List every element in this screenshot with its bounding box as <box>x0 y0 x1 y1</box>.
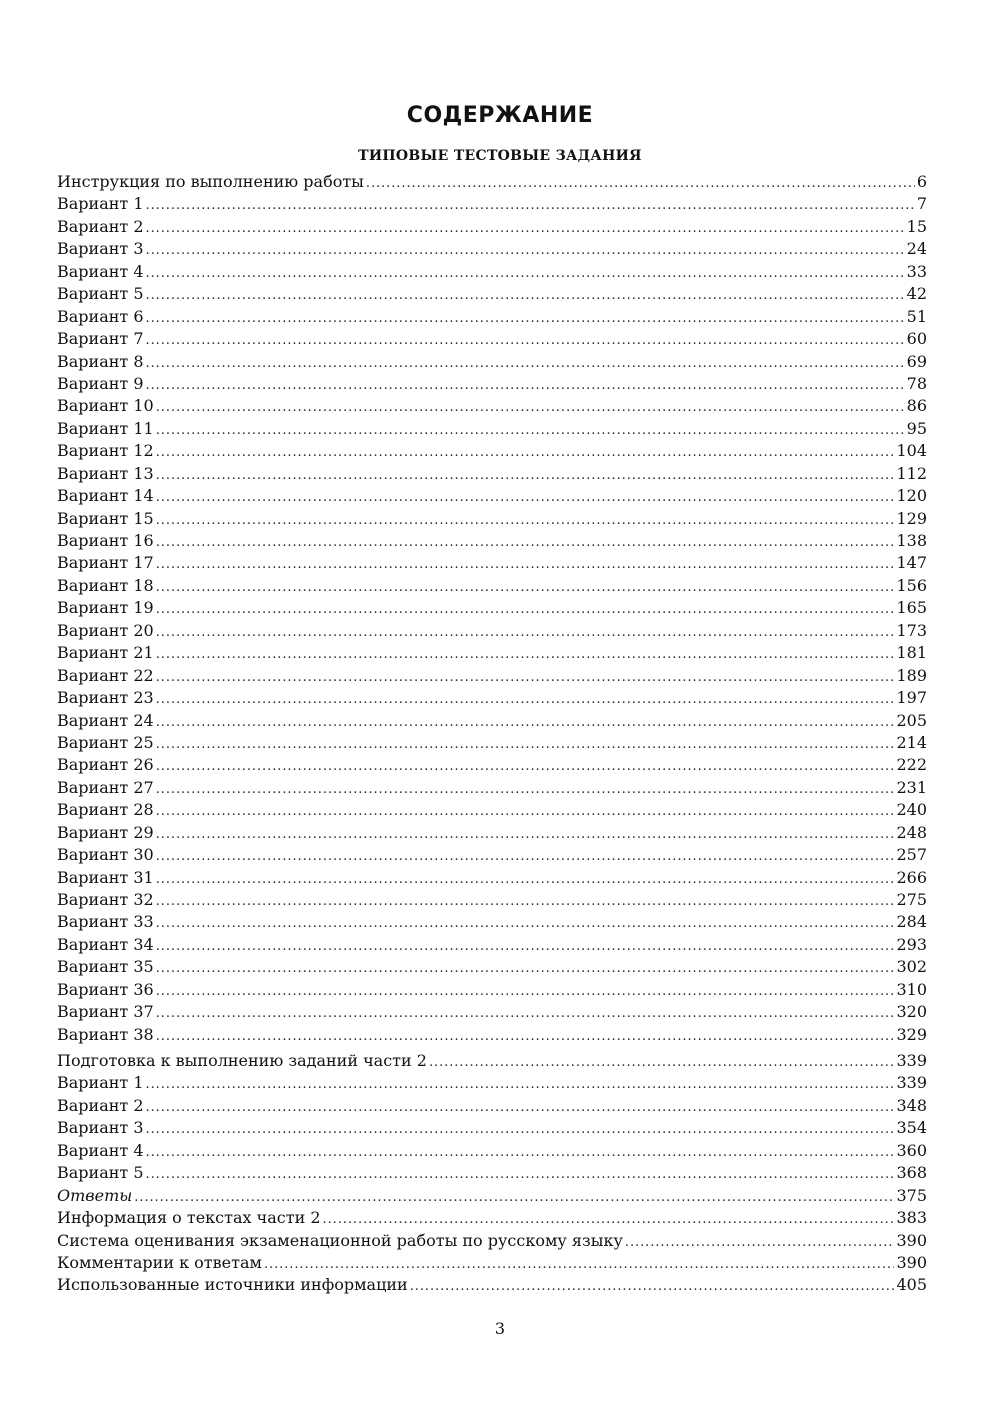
toc-leader-dots <box>156 442 895 464</box>
toc-entry-label: Вариант 12 <box>57 441 154 461</box>
toc-entry-page: 390 <box>896 1252 927 1272</box>
toc-leader-dots <box>146 218 905 240</box>
toc-entry-label: Инструкция по выполнению работы <box>57 172 364 191</box>
section-subtitle: ТИПОВЫЕ ТЕСТОВЫЕ ЗАДАНИЯ <box>358 148 642 164</box>
toc-leader-dots <box>146 1142 895 1164</box>
toc-entry-page: 339 <box>896 1051 927 1070</box>
toc-entry-page: 231 <box>896 777 927 797</box>
toc-entry <box>57 687 927 709</box>
toc-entry <box>57 1162 927 1184</box>
toc-entry-label: Вариант 28 <box>57 800 154 820</box>
toc-entry-page: 7 <box>916 194 927 214</box>
toc-entry-page: 138 <box>896 531 927 550</box>
toc-entry-label: Вариант 4 <box>57 261 144 281</box>
toc-entry <box>57 597 927 619</box>
toc-entry-label: Ответы <box>57 1185 133 1205</box>
toc-leader-dots <box>156 801 895 823</box>
toc-entry-page: 348 <box>896 1095 927 1115</box>
toc-entry-page: 368 <box>896 1163 927 1183</box>
toc-leader-dots <box>156 667 895 689</box>
toc-entry-label: Вариант 1 <box>57 1073 144 1093</box>
table-of-contents-part-two <box>57 1050 927 1297</box>
toc-entry <box>57 710 927 732</box>
toc-entry-label: Вариант 26 <box>57 755 154 775</box>
toc-entry <box>57 373 927 395</box>
toc-entry-label: Вариант 36 <box>57 979 154 999</box>
toc-entry-page: 181 <box>896 643 927 663</box>
toc-entry <box>57 1072 927 1094</box>
toc-entry <box>57 979 927 1001</box>
toc-leader-dots <box>156 756 895 778</box>
toc-leader-dots <box>146 1074 895 1096</box>
toc-entry-page: 86 <box>906 396 927 416</box>
toc-entry <box>57 1274 927 1296</box>
toc-entry <box>57 642 927 664</box>
toc-leader-dots <box>146 195 915 217</box>
toc-entry <box>57 395 927 417</box>
toc-entry <box>57 1050 927 1072</box>
toc-leader-dots <box>146 1119 895 1141</box>
toc-leader-dots <box>156 981 895 1003</box>
toc-entry <box>57 732 927 754</box>
toc-entry-label: Вариант 4 <box>57 1140 144 1160</box>
toc-entry-label: Вариант 1 <box>57 194 144 214</box>
toc-entry-label: Вариант 23 <box>57 688 154 708</box>
toc-entry-page: 147 <box>896 553 927 573</box>
toc-entry-page: 69 <box>906 351 927 371</box>
toc-leader-dots <box>156 510 895 532</box>
toc-entry <box>57 418 927 440</box>
toc-entry <box>57 1185 927 1207</box>
toc-entry-page: 51 <box>906 306 927 326</box>
toc-entry-page: 383 <box>896 1208 927 1228</box>
toc-entry-label: Вариант 5 <box>57 284 144 304</box>
toc-entry-label: Вариант 32 <box>57 890 154 909</box>
toc-entry <box>57 552 927 574</box>
toc-entry <box>57 1230 927 1252</box>
toc-entry-page: 112 <box>896 463 927 483</box>
toc-leader-dots <box>146 353 905 375</box>
toc-leader-dots <box>156 824 895 846</box>
toc-leader-dots <box>146 330 905 352</box>
toc-entry <box>57 665 927 687</box>
toc-entry-page: 156 <box>896 575 927 595</box>
toc-entry <box>57 261 927 283</box>
toc-entry-page: 129 <box>896 508 927 528</box>
toc-entry-label: Вариант 33 <box>57 912 154 932</box>
toc-leader-dots <box>146 375 905 397</box>
toc-leader-dots <box>156 644 895 666</box>
toc-leader-dots <box>156 577 895 599</box>
toc-leader-dots <box>264 1254 894 1276</box>
toc-leader-dots <box>156 599 895 621</box>
toc-leader-dots <box>156 487 895 509</box>
toc-entry-label: Вариант 13 <box>57 463 154 483</box>
toc-leader-dots <box>146 308 905 330</box>
toc-entry <box>57 1140 927 1162</box>
toc-entry-page: 354 <box>896 1118 927 1138</box>
toc-entry-label: Вариант 14 <box>57 486 154 506</box>
toc-entry <box>57 844 927 866</box>
toc-entry-page: 284 <box>896 912 927 932</box>
toc-leader-dots <box>156 689 895 711</box>
toc-entry <box>57 1252 927 1274</box>
toc-entry-label: Вариант 35 <box>57 957 154 977</box>
toc-entry-page: 390 <box>896 1230 927 1250</box>
toc-entry-page: 104 <box>896 441 927 461</box>
toc-leader-dots <box>156 397 905 419</box>
toc-entry-label: Система оценивания экзаменационной работы по русскому языку <box>57 1230 623 1250</box>
toc-entry <box>57 777 927 799</box>
toc-entry-page: 33 <box>906 261 927 281</box>
toc-entry-page: 405 <box>896 1275 927 1295</box>
toc-entry <box>57 440 927 462</box>
toc-entry-label: Вариант 11 <box>57 418 154 438</box>
toc-leader-dots <box>156 869 895 891</box>
toc-leader-dots <box>429 1052 895 1074</box>
toc-entry <box>57 283 927 305</box>
toc-entry-label: Вариант 31 <box>57 867 154 887</box>
toc-leader-dots <box>156 779 895 801</box>
toc-entry-page: 173 <box>896 620 927 640</box>
toc-entry <box>57 216 927 238</box>
toc-entry <box>57 463 927 485</box>
toc-entry <box>57 620 927 642</box>
toc-entry-label: Вариант 9 <box>57 373 144 393</box>
toc-entry <box>57 328 927 350</box>
toc-leader-dots <box>156 622 895 644</box>
toc-entry-label: Информация о текстах части 2 <box>57 1208 321 1228</box>
toc-entry-label: Вариант 20 <box>57 620 154 640</box>
toc-entry-label: Вариант 30 <box>57 845 154 865</box>
toc-leader-dots <box>146 263 905 285</box>
toc-entry-label: Использованные источники информации <box>57 1275 408 1295</box>
toc-entry-page: 120 <box>896 486 927 506</box>
toc-entry-label: Вариант 5 <box>57 1163 144 1183</box>
toc-entry-label: Вариант 2 <box>57 216 144 236</box>
toc-entry <box>57 306 927 328</box>
toc-leader-dots <box>156 532 895 554</box>
toc-entry-label: Вариант 19 <box>57 598 154 618</box>
toc-entry-label: Вариант 37 <box>57 1002 154 1022</box>
toc-entry <box>57 822 927 844</box>
toc-leader-dots <box>146 240 905 262</box>
toc-entry <box>57 193 927 215</box>
toc-entry-page: 165 <box>896 598 927 618</box>
toc-entry <box>57 754 927 776</box>
toc-leader-dots <box>156 712 895 734</box>
toc-entry-page: 329 <box>896 1024 927 1044</box>
toc-leader-dots <box>146 1097 895 1119</box>
toc-entry-label: Вариант 17 <box>57 553 154 573</box>
toc-entry-label: Вариант 34 <box>57 934 154 954</box>
toc-entry-label: Вариант 27 <box>57 777 154 797</box>
toc-leader-dots <box>410 1276 895 1298</box>
toc-leader-dots <box>323 1209 895 1231</box>
toc-entry-page: 197 <box>896 688 927 708</box>
toc-entry-label: Вариант 22 <box>57 665 154 685</box>
toc-entry-page: 257 <box>896 845 927 865</box>
toc-entry <box>57 867 927 889</box>
toc-entry-label: Вариант 24 <box>57 710 154 730</box>
toc-entry <box>57 956 927 978</box>
toc-entry <box>57 1024 927 1046</box>
toc-entry-page: 222 <box>896 755 927 775</box>
toc-entry-page: 95 <box>906 418 927 438</box>
toc-entry-page: 15 <box>906 216 927 236</box>
toc-leader-dots <box>156 891 895 913</box>
toc-entry-page: 310 <box>896 979 927 999</box>
toc-entry <box>57 1117 927 1139</box>
toc-leader-dots <box>625 1232 895 1254</box>
toc-entry <box>57 575 927 597</box>
toc-entry <box>57 799 927 821</box>
toc-leader-dots <box>156 465 895 487</box>
toc-entry <box>57 238 927 260</box>
toc-entry <box>57 171 927 193</box>
toc-entry <box>57 934 927 956</box>
toc-entry <box>57 351 927 373</box>
toc-entry-label: Вариант 16 <box>57 531 154 550</box>
toc-entry-label: Подготовка к выполнению заданий части 2 <box>57 1051 427 1070</box>
toc-leader-dots <box>134 1187 894 1209</box>
toc-leader-dots <box>156 554 895 576</box>
toc-entry-page: 375 <box>896 1185 927 1205</box>
toc-entry-label: Вариант 25 <box>57 732 154 752</box>
toc-entry-label: Вариант 10 <box>57 396 154 416</box>
toc-leader-dots <box>156 1026 895 1048</box>
page-number: 3 <box>494 1319 506 1338</box>
toc-entry <box>57 1095 927 1117</box>
toc-entry <box>57 1207 927 1229</box>
toc-entry-page: 78 <box>906 373 927 393</box>
toc-entry-label: Вариант 18 <box>57 575 154 595</box>
toc-entry-page: 320 <box>896 1002 927 1022</box>
toc-entry-page: 205 <box>896 710 927 730</box>
toc-leader-dots <box>146 1164 895 1186</box>
toc-entry-page: 60 <box>906 329 927 349</box>
page-title: СОДЕРЖАНИЕ <box>406 103 594 128</box>
toc-entry-page: 189 <box>896 665 927 685</box>
toc-entry-page: 248 <box>896 822 927 842</box>
toc-entry-page: 240 <box>896 800 927 820</box>
toc-entry-label: Вариант 15 <box>57 508 154 528</box>
toc-entry-page: 42 <box>906 284 927 304</box>
toc-entry-label: Вариант 6 <box>57 306 144 326</box>
toc-leader-dots <box>156 846 895 868</box>
toc-entry-label: Вариант 3 <box>57 1118 144 1138</box>
table-of-contents-main <box>57 171 927 1046</box>
toc-entry-page: 214 <box>896 732 927 752</box>
toc-entry-label: Комментарии к ответам <box>57 1252 262 1272</box>
toc-entry-page: 339 <box>896 1073 927 1093</box>
toc-entry <box>57 911 927 933</box>
toc-entry-page: 360 <box>896 1140 927 1160</box>
toc-leader-dots <box>156 420 905 442</box>
toc-entry-page: 293 <box>896 934 927 954</box>
toc-entry-page: 266 <box>896 867 927 887</box>
toc-entry-label: Вариант 7 <box>57 329 144 349</box>
toc-entry <box>57 485 927 507</box>
toc-entry-page: 24 <box>906 239 927 259</box>
toc-entry-label: Вариант 8 <box>57 351 144 371</box>
toc-leader-dots <box>146 285 905 307</box>
toc-entry-page: 6 <box>916 172 927 191</box>
toc-entry <box>57 1001 927 1023</box>
toc-entry-page: 302 <box>896 957 927 977</box>
toc-entry <box>57 508 927 530</box>
toc-leader-dots <box>156 1003 895 1025</box>
toc-entry-label: Вариант 21 <box>57 643 154 663</box>
toc-leader-dots <box>156 958 895 980</box>
toc-entry-label: Вариант 3 <box>57 239 144 259</box>
toc-leader-dots <box>156 913 895 935</box>
toc-entry-label: Вариант 29 <box>57 822 154 842</box>
toc-entry-label: Вариант 38 <box>57 1024 154 1044</box>
toc-leader-dots <box>156 734 895 756</box>
toc-entry <box>57 889 927 911</box>
toc-entry <box>57 530 927 552</box>
toc-entry-page: 275 <box>896 890 927 909</box>
toc-entry-label: Вариант 2 <box>57 1095 144 1115</box>
toc-leader-dots <box>366 173 915 195</box>
toc-leader-dots <box>156 936 895 958</box>
